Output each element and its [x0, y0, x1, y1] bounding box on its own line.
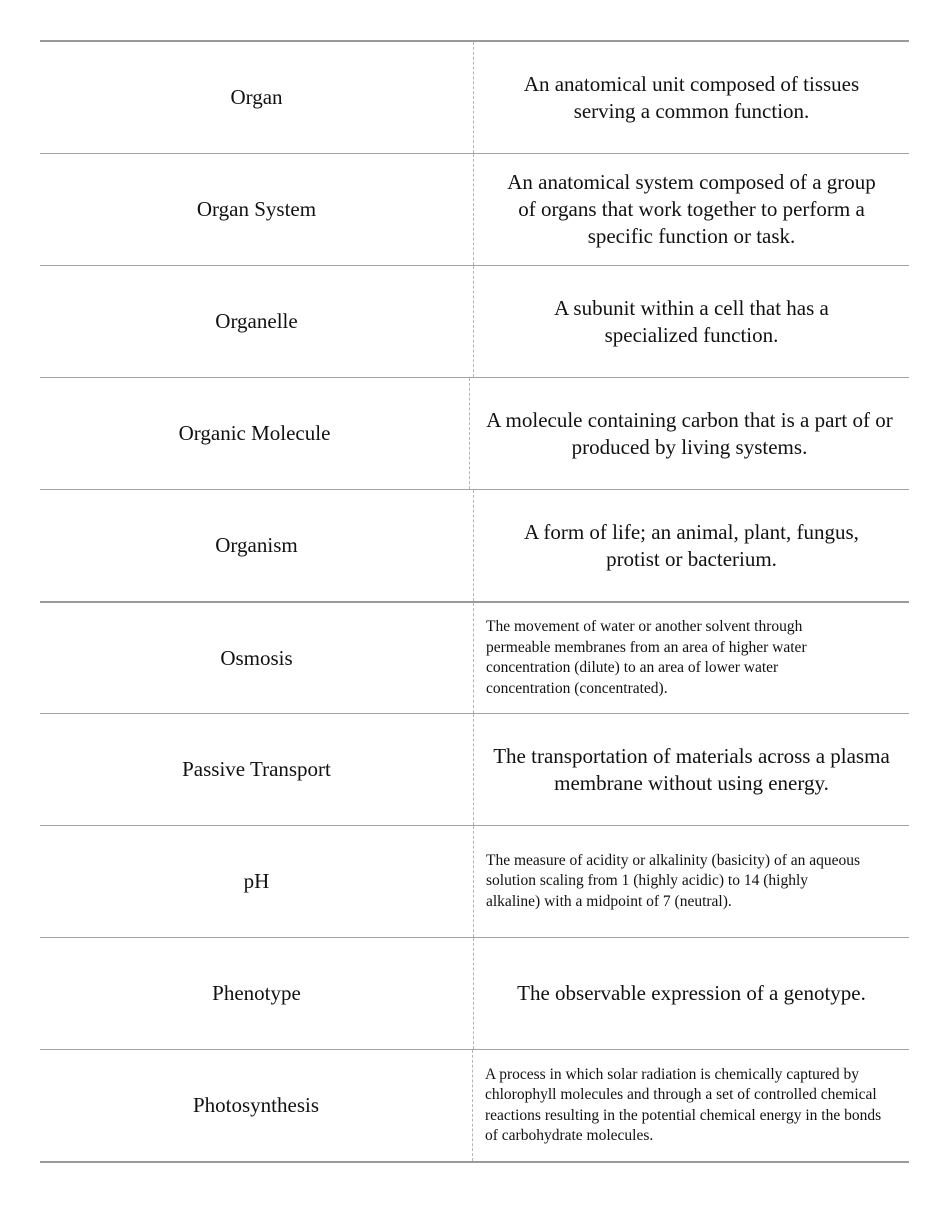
term-text: Organic Molecule [178, 421, 331, 445]
term-cell [40, 154, 474, 265]
definition-text: A molecule containing carbon that is a part of or produced by living systems. [486, 407, 893, 459]
term-cell [40, 378, 470, 489]
card-row-passive-transport [40, 713, 909, 825]
definition-text: An anatomical unit composed of tissues serving a common function. [523, 71, 860, 123]
definition-text: A subunit within a cell that has a specialized function. [554, 295, 829, 347]
card-row-organic-molecule [40, 377, 909, 489]
term-text: pH [243, 869, 270, 893]
term-cell [40, 714, 474, 825]
definition-cell [474, 490, 909, 601]
term-cell [40, 266, 474, 377]
definition-text: A process in which solar radiation is chemically captured by chlorophyll molecules and through a set of controlled chemical reactions resulting in the potential chemical energy in the bonds of carbohydrate molecules. [485, 1065, 882, 1144]
definition-cell [474, 714, 909, 825]
card-row-organelle [40, 265, 909, 377]
definition-cell [474, 603, 909, 713]
term-text: Osmosis [220, 645, 293, 670]
card-row-phenotype [40, 937, 909, 1049]
definition-cell [474, 826, 909, 937]
card-row-photosynthesis [40, 1049, 909, 1161]
definition-cell [473, 1050, 909, 1161]
flashcard-sheet [40, 40, 909, 1163]
definition-text: The observable expression of a genotype. [517, 981, 866, 1005]
definition-text: The movement of water or another solvent through permeable membranes from an area of higher water concentration (dilute) to an area of lower water concentration (concentrated). [486, 618, 807, 697]
term-cell [40, 1050, 473, 1161]
definition-cell [474, 266, 909, 377]
card-row-osmosis [40, 601, 909, 713]
term-text: Passive Transport [182, 757, 331, 781]
term-cell [40, 603, 474, 713]
term-text: Photosynthesis [192, 1093, 320, 1117]
definition-text: The measure of acidity or alkalinity (basicity) of an aqueous solution scaling from 1 (highly acidic) to 14 (highly alkaline) with a midpoint of 7 (neutral). [486, 851, 861, 910]
term-text: Phenotype [212, 981, 301, 1005]
card-row-ph [40, 825, 909, 937]
term-text: Organism [215, 533, 298, 557]
definition-text: A form of life; an animal, plant, fungus, protist or bacterium. [524, 519, 859, 571]
definition-cell [474, 42, 909, 153]
term-cell [40, 42, 474, 153]
term-text: Organ System [196, 197, 317, 221]
definition-text: An anatomical system composed of a group of organs that work together to perform a specific function or task. [507, 170, 876, 248]
term-cell [40, 826, 474, 937]
card-row-organ [40, 42, 909, 153]
term-text: Organelle [215, 309, 298, 333]
definition-cell [474, 154, 909, 265]
term-cell [40, 490, 474, 601]
card-row-organ-system [40, 153, 909, 265]
definition-cell [470, 378, 909, 489]
definition-text: The transportation of materials across a plasma membrane without using energy. [493, 743, 890, 795]
term-cell [40, 938, 474, 1049]
definition-cell [474, 938, 909, 1049]
term-text: Organ [230, 85, 283, 109]
card-row-organism [40, 489, 909, 601]
